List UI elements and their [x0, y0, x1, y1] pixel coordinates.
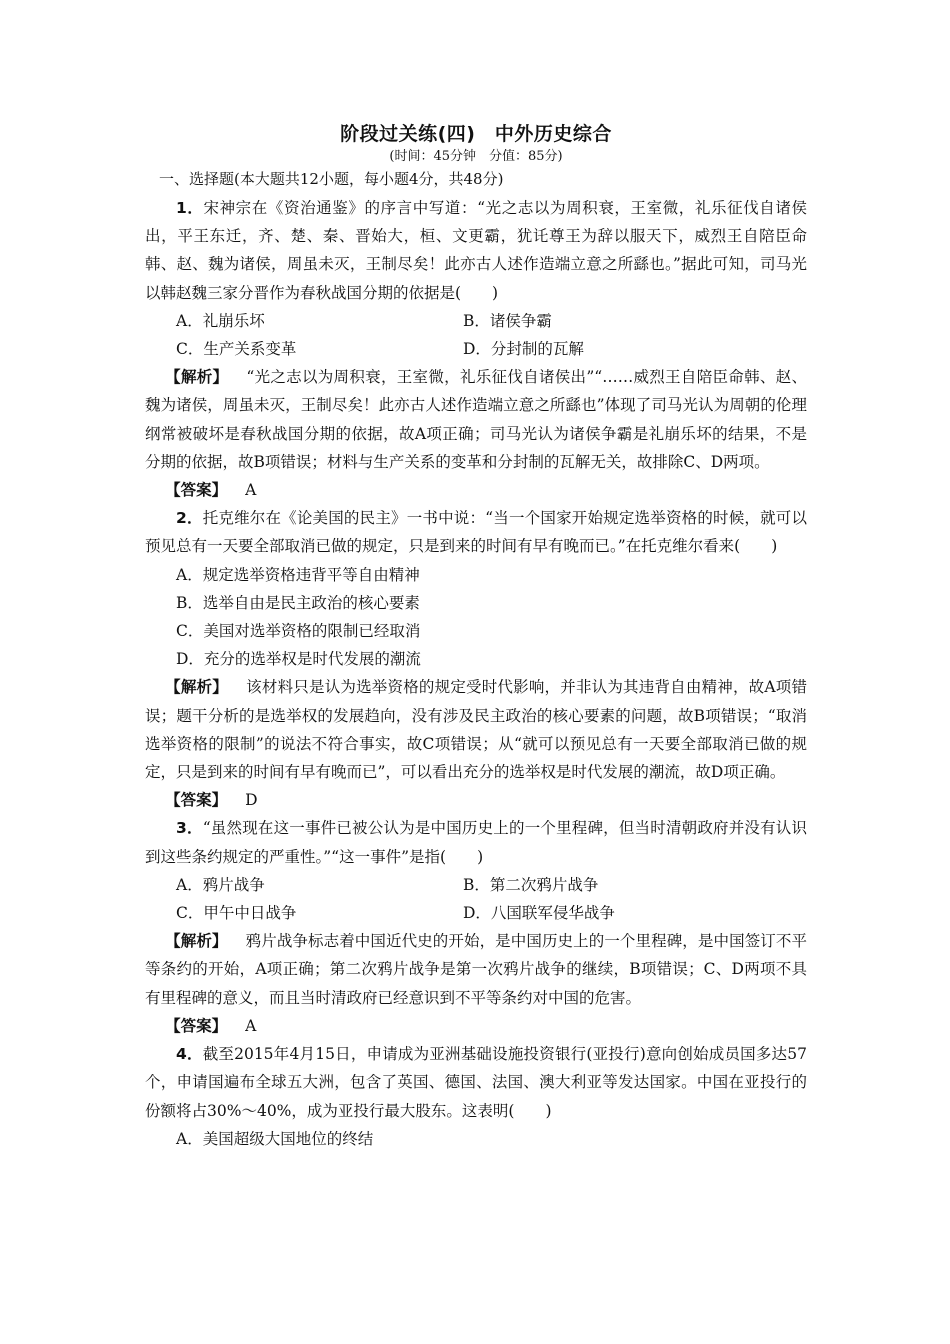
answer-label: 【答案】	[165, 481, 228, 500]
analysis-text: 该材料只是认为选举资格的规定受时代影响，并非认为其违背自由精神，故A项错误；题干分析的是选举权的发展趋向，没有涉及民主政治的核心要素的问题，故B项错误；“取消选举资格的限制”的说法不符合事实，故C项错误；从“就可以预见总有一天要全部取消已做的规定，只是到来的时间有早有晚而已”，可以看出充分的选举权是时代发展的潮流，故D项正确。	[145, 678, 807, 782]
page-subtitle: (时间：45分钟 分值：85分)	[389, 149, 563, 164]
analysis-label: 【解析】	[165, 678, 228, 697]
question-2-stem	[145, 504, 807, 560]
page-title: 阶段过关练(四) 中外历史综合	[340, 123, 612, 145]
question-1-analysis	[145, 363, 807, 476]
option-c: C．美国对选举资格的限制已经取消	[176, 622, 421, 641]
question-1-options	[145, 307, 807, 363]
question-3-stem	[145, 814, 807, 870]
question-number: 2．	[176, 509, 203, 528]
question-4-stem	[145, 1040, 807, 1125]
question-text: 截至2015年4月15日，申请成为亚洲基础设施投资银行(亚投行)意向创始成员国多达57个，申请国遍布全球五大洲，包含了英国、德国、法国、澳大利亚等发达国家。中国在亚投行的份额将占30%～40%，成为亚投行最大股东。这表明( )	[145, 1045, 807, 1120]
option-d: D．充分的选举权是时代发展的潮流	[176, 650, 421, 669]
question-1-stem	[145, 194, 807, 307]
option-c: C．生产关系变革	[176, 340, 297, 359]
answer-value: D	[245, 791, 258, 810]
question-1-answer	[145, 476, 807, 504]
question-number: 4．	[176, 1045, 203, 1064]
analysis-text: “光之志以为周积衰，王室微，礼乐征伐自诸侯出”“……威烈王自陪臣命韩、赵、魏为诸侯，周虽未灭，王制尽矣！此亦古人述作造端立意之所繇也”体现了司马光认为周朝的伦理纲常被破坏是春秋战国分期的依据，故A项正确；司马光认为诸侯争霸是礼崩乐坏的结果，不是分期的依据，故B项错误；材料与生产关系的变革和分封制的瓦解无关，故排除C、D两项。	[145, 368, 807, 471]
option-a: A．美国超级大国地位的终结	[176, 1129, 374, 1148]
analysis-text: 鸦片战争标志着中国近代史的开始，是中国历史上的一个里程碑，是中国签订不平等条约的开始，A项正确；第二次鸦片战争是第一次鸦片战争的继续，B项错误；C、D两项不具有里程碑的意义，而且当时清政府已经意识到不平等条约对中国的危害。	[145, 932, 807, 1007]
option-a: A．礼崩乐坏	[176, 311, 265, 330]
question-text: “虽然现在这一事件已被公认为是中国历史上的一个里程碑，但当时清朝政府并没有认识到这些条约规定的严重性。”“这一事件”是指( )	[145, 819, 807, 866]
question-text: 宋神宗在《资治通鉴》的序言中写道：“光之志以为周积衰，王室微，礼乐征伐自诸侯出，平王东迁，齐、楚、秦、晋始大，桓、文更霸，犹讬尊王为辞以服天下，威烈王自陪臣命韩、赵、魏为诸侯，周虽未灭，王制尽矣！此亦古人述作造端立意之所繇也。”据此可知，司马光以韩赵魏三家分晋作为春秋战国分期的依据是( )	[145, 199, 807, 302]
option-b: B．选举自由是民主政治的核心要素	[176, 593, 420, 612]
option-b: B．诸侯争霸	[463, 311, 552, 330]
option-a: A．鸦片战争	[176, 875, 265, 894]
option-d: D．分封制的瓦解	[463, 340, 584, 359]
question-3-options	[145, 871, 807, 927]
question-2-answer	[145, 786, 807, 814]
answer-value: A	[245, 481, 257, 500]
analysis-label: 【解析】	[165, 368, 229, 387]
option-a: A．规定选举资格违背平等自由精神	[176, 565, 420, 584]
answer-label: 【答案】	[165, 1016, 228, 1035]
question-2-analysis	[145, 673, 807, 786]
section-heading: 一、选择题(本大题共12小题，每小题4分，共48分)	[159, 170, 504, 188]
question-number: 1．	[176, 199, 204, 217]
answer-value: A	[245, 1016, 257, 1035]
option-c: C．甲午中日战争	[176, 904, 297, 923]
option-d: D．八国联军侵华战争	[463, 904, 615, 923]
question-text: 托克维尔在《论美国的民主》一书中说：“当一个国家开始规定选举资格的时候，就可以预见总有一天要全部取消已做的规定，只是到来的时间有早有晚而已。”在托克维尔看来( )	[145, 509, 807, 556]
question-number: 3．	[176, 819, 203, 838]
question-3-answer	[145, 1012, 807, 1040]
document-page	[145, 120, 807, 1153]
option-b: B．第二次鸦片战争	[463, 875, 599, 894]
answer-label: 【答案】	[165, 791, 228, 810]
question-3-analysis	[145, 927, 807, 1012]
analysis-label: 【解析】	[165, 932, 228, 951]
